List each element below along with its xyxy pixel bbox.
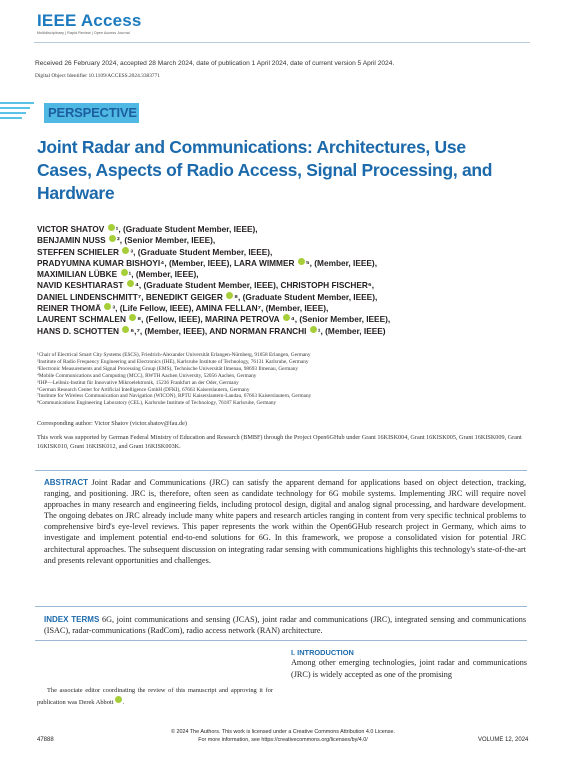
orcid-icon[interactable] <box>310 326 317 333</box>
header-rule <box>34 42 530 43</box>
index-terms-label: INDEX TERMS <box>44 615 100 624</box>
author-line: LAURENT SCHMALEN ⁸, (Fellow, IEEE), MARINA PETROVA ⁴, (Senior Member, IEEE), <box>37 314 391 325</box>
orcid-icon[interactable] <box>283 314 290 321</box>
author-line: PRADYUMNA KUMAR BISHOYI⁴, (Member, IEEE), LARA WIMMER ⁵, (Member, IEEE), <box>37 257 377 268</box>
editor-note: The associate editor coordinating the review of this manuscript and approving it for publication was Derek Abbott . <box>37 687 273 706</box>
doi-label: Digital Object Identifier <box>35 73 88 79</box>
intro-heading: I. INTRODUCTION <box>291 648 354 657</box>
paper-title: Joint Radar and Communications: Architectures, Use Cases, Aspects of Radio Access, Signal Processing, and Hardware <box>37 137 493 203</box>
author-line: BENJAMIN NUSS ², (Senior Member, IEEE), <box>37 235 216 246</box>
orcid-icon[interactable] <box>108 224 115 231</box>
abstract <box>44 477 526 566</box>
orcid-icon[interactable] <box>127 280 134 287</box>
affiliation: ²Institute of Radio Frequency Engineering and Electronics (IHE), Karlsruhe Institute of Technology, 76131 Karlsruhe, Germany <box>37 358 309 365</box>
orcid-icon[interactable] <box>115 696 122 703</box>
abstract-text: Joint Radar and Communications (JRC) can satisfy the apparent demand for applications based on object detection, tracking, ranging, and positioning. JRC is, therefore, often seen as candidate technology for 6G mobile systems. Implementing JRC will require novel approaches in many research and engineering fields, including protocol design, digital and analog signal processing, and hardware development. The ongoing debates on JRC already include many white papers and research articles ranging in content from very specific technical problems to comprehensive bird's eye-level reviews. This paper represents the work within the Open6GHub research project in Germany, which aims to investigate and implement potential end-to-end solutions for 6G. In this framework, we propose a consolidated vision for potential JRC architectural approaches. The subsequent discussion on integrating radar sensing with communications highlights this technology's state-of-the-art and presents relevant opportunities and challenges. <box>44 478 527 565</box>
affiliation: ⁴Mobile Communications and Computing (MCC), RWTH Aachen University, 52056 Aachen, Germany <box>37 372 257 379</box>
orcid-icon[interactable] <box>129 314 136 321</box>
orcid-icon[interactable] <box>226 292 233 299</box>
affiliation: ³Electronic Measurements and Signal Processing Group (EMS), Technische Universität Ilmenau, 98693 Ilmenau, Germany <box>37 365 299 372</box>
affiliation: ⁶German Research Center for Artificial Intelligence GmbH (DFKI), 67663 Kaiserslautern, Germany <box>37 386 250 393</box>
page-number: 47888 <box>37 737 54 743</box>
author-line: VICTOR SHATOV ¹, (Graduate Student Member, IEEE), <box>37 224 258 234</box>
affiliation: ⁷Institute for Wireless Communication and Navigation (WICON), RPTU Kaiserslautern-Landau, 67663 Kaiserslautern, Germany <box>37 393 312 400</box>
license-line: © 2024 The Authors. This work is licensed under a Creative Commons Attribution 4.0 License. <box>170 729 395 735</box>
banner-stripes <box>0 100 36 124</box>
editor-note-text: The associate editor coordinating the review of this manuscript and approving it for publication was Derek Abbott <box>37 687 273 706</box>
corresponding-author: Corresponding author: Victor Shatov (victor.shatov@fau.de) <box>37 420 187 427</box>
author-line: NAVID KESHTIARAST ⁴, (Graduate Student Member, IEEE), CHRISTOPH FISCHER⁶, <box>37 280 375 291</box>
section-tag: PERSPECTIVE <box>44 103 139 123</box>
abstract-label: ABSTRACT <box>44 478 88 487</box>
orcid-icon[interactable] <box>104 303 111 310</box>
volume: VOLUME 12, 2024 <box>478 737 529 743</box>
orcid-icon[interactable] <box>298 258 305 265</box>
index-terms-rule <box>35 606 527 607</box>
intro-text: Among other emerging technologies, joint radar and communications (JRC) is widely accepted as one of the promising <box>291 658 527 679</box>
author-line: DANIEL LINDENSCHMITT⁷, BENEDIKT GEIGER ⁸, (Graduate Student Member, IEEE), <box>37 291 378 302</box>
doi-line <box>35 73 160 79</box>
author-line: MAXIMILIAN LÜBKE ¹, (Member, IEEE), <box>37 269 199 280</box>
orcid-icon[interactable] <box>121 269 128 276</box>
affiliations <box>37 352 527 407</box>
author-line: STEFFEN SCHIELER ³, (Graduate Student Member, IEEE), <box>37 246 273 257</box>
author-line: REINER THOMÄ ³, (Life Fellow, IEEE), AMINA FELLAN⁷, (Member, IEEE), <box>37 303 329 314</box>
affiliation: ⁵IHP—Leibniz-Institut für Innovative Mikroelektronik, 15236 Frankfurt an der Oder, Germany <box>37 379 239 386</box>
license-link[interactable]: For more information, see https://creativecommons.org/licenses/by/4.0/ <box>198 737 368 743</box>
orcid-icon[interactable] <box>109 235 116 242</box>
funding-statement: This work was supported by German Federal Ministry of Education and Research (BMBF) through the Project Open6GHub under Grant 16KISK004, Grant 16KISK005, Grant 16KISK009, Grant 16KISK010, Grant 16KISK012, and Grant 16KISK003K. <box>37 434 522 450</box>
orcid-icon[interactable] <box>122 326 129 333</box>
journal-logo: IEEE Access <box>37 11 142 30</box>
affiliation: ⁸Communications Engineering Laboratory (CEL), Karlsruhe Institute of Technology, 76187 Karlsruhe, Germany <box>37 400 277 407</box>
author-line: HANS D. SCHOTTEN ⁶,⁷, (Member, IEEE), AND NORMAN FRANCHI ¹, (Member, IEEE) <box>37 325 386 336</box>
logo-tagline: Multidisciplinary | Rapid Review | Open Access Journal <box>37 31 130 35</box>
received-dates: Received 26 February 2024, accepted 28 March 2024, date of publication 1 April 2024, date of current version 5 April 2024. <box>35 60 395 67</box>
abstract-rule <box>35 470 527 471</box>
index-terms <box>44 614 526 636</box>
index-terms-bottom-rule <box>35 640 527 641</box>
doi-value[interactable]: 10.1109/ACCESS.2024.3383771 <box>88 73 160 79</box>
affiliation: ¹Chair of Electrical Smart City Systems (ESCS), Friedrich-Alexander Universität Erlangen-Nürnberg, 91058 Erlangen, Germany <box>37 352 311 358</box>
orcid-icon[interactable] <box>122 247 129 254</box>
author-list <box>37 224 527 337</box>
index-terms-text: 6G, joint communications and sensing (JCAS), joint radar and communications (JRC), integrated sensing and communications (ISAC), radar-communications (RadCom), radio access network (RAN) architecture. <box>44 615 527 636</box>
